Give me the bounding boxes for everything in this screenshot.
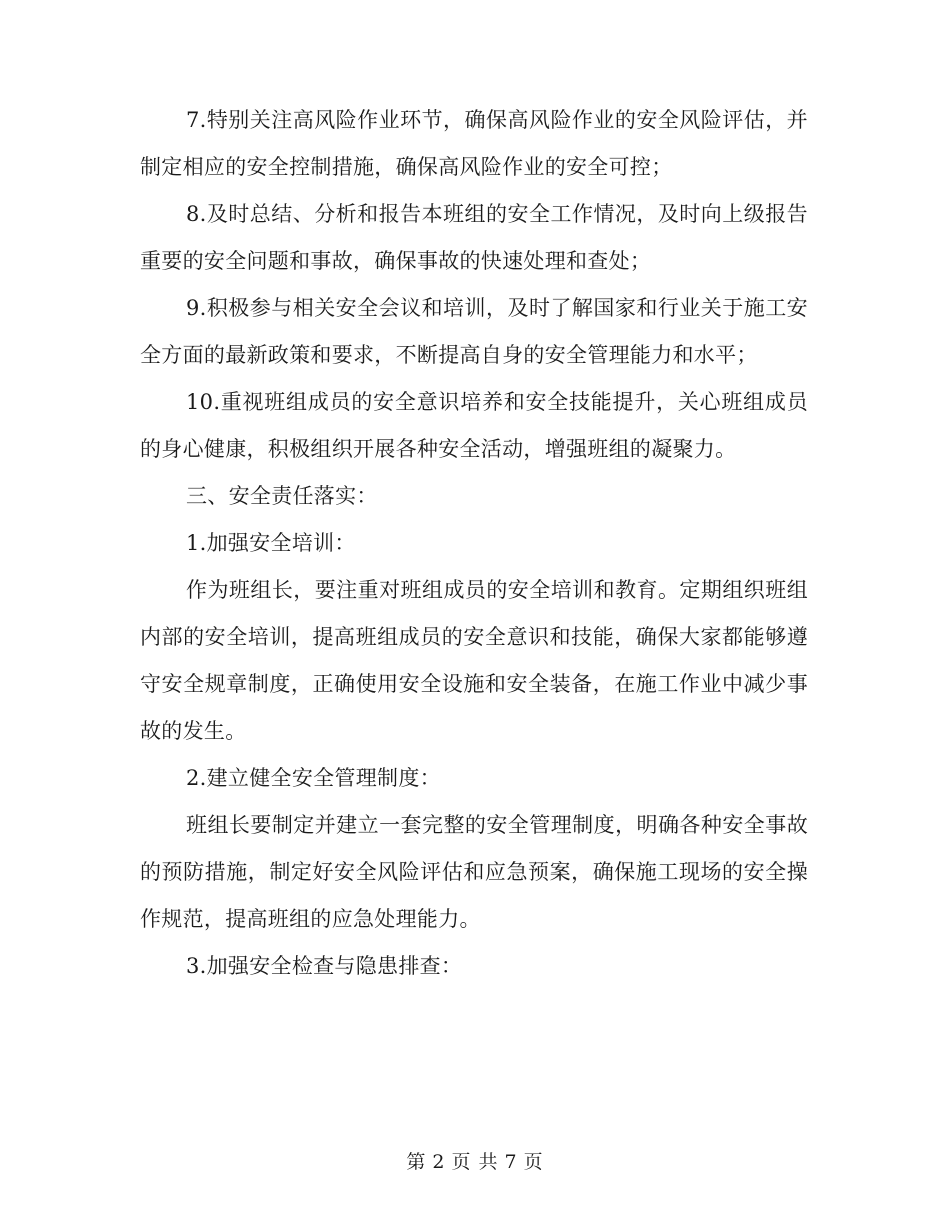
subheading-3: 3.加强安全检查与隐患排查： bbox=[186, 954, 463, 978]
paragraph-management-system: 班组长要制定并建立一套完整的安全管理制度，明确各种安全事故的预防措施，制定好安全风险评估和应急预案，确保施工现场的安全操作规范，提高班组的应急处理能力。 bbox=[140, 813, 808, 931]
page-footer bbox=[0, 1147, 950, 1174]
list-item-7: 7.特别关注高风险作业环节，确保高风险作业的安全风险评估，并制定相应的安全控制措施，确保高风险作业的安全可控； bbox=[140, 108, 808, 179]
footer-total-pages: 7 bbox=[504, 1151, 518, 1173]
list-item-9: 9.积极参与相关安全会议和培训，及时了解国家和行业关于施工安全方面的最新政策和要求，不断提高自身的安全管理能力和水平； bbox=[140, 296, 808, 367]
list-item-8: 8.及时总结、分析和报告本班组的安全工作情况，及时向上级报告重要的安全问题和事故，确保事故的快速处理和查处； bbox=[140, 202, 808, 273]
section-heading-3: 三、安全责任落实： bbox=[186, 484, 378, 508]
paragraph-training: 作为班组长，要注重对班组成员的安全培训和教育。定期组织班组内部的安全培训，提高班组成员的安全意识和技能，确保大家都能够遵守安全规章制度，正确使用安全设施和安全装备，在施工作业中减少事故的发生。 bbox=[140, 578, 808, 743]
footer-suffix: 页 bbox=[523, 1151, 544, 1173]
document-body bbox=[140, 97, 808, 990]
footer-current-page: 2 bbox=[432, 1151, 446, 1173]
footer-prefix: 第 bbox=[406, 1151, 427, 1173]
footer-middle: 页 共 bbox=[451, 1151, 499, 1173]
subheading-1: 1.加强安全培训： bbox=[186, 531, 356, 555]
subheading-2: 2.建立健全安全管理制度： bbox=[186, 766, 441, 790]
list-item-10: 10.重视班组成员的安全意识培养和安全技能提升，关心班组成员的身心健康，积极组织开展各种安全活动，增强班组的凝聚力。 bbox=[140, 390, 808, 461]
